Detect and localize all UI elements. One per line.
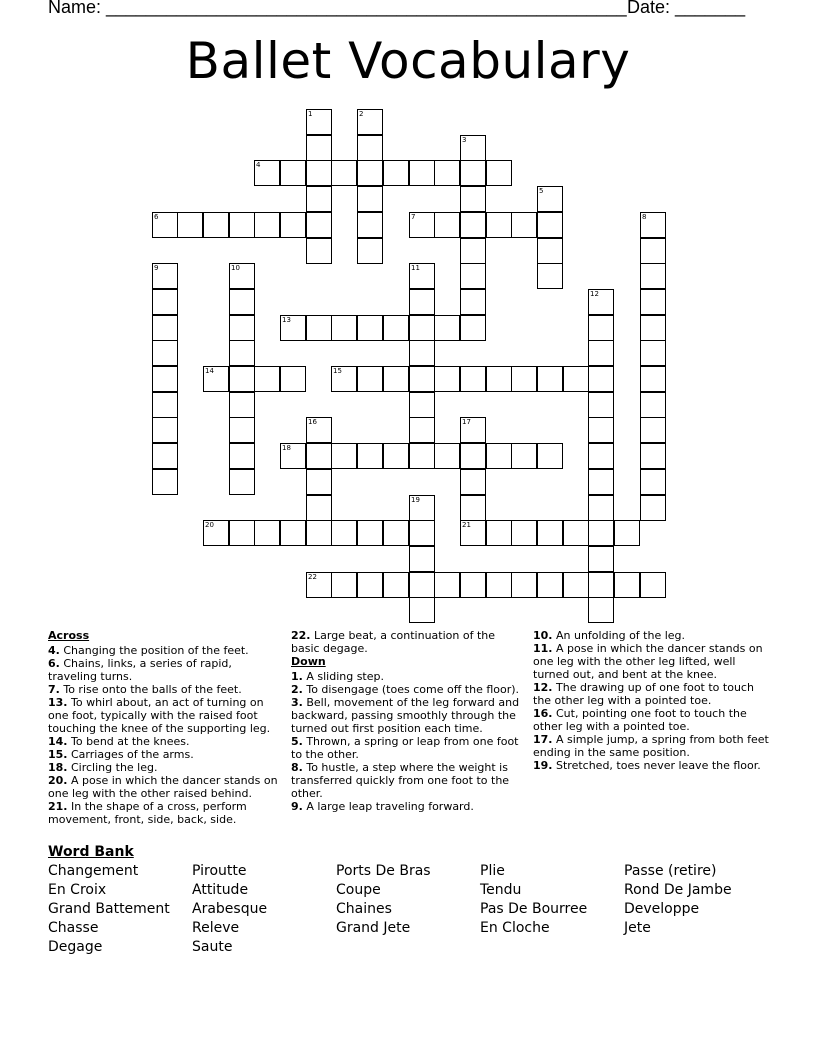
crossword-cell[interactable] (357, 109, 383, 135)
crossword-cell[interactable] (588, 572, 614, 598)
crossword-cell[interactable] (537, 572, 563, 598)
word-bank-item: Passe (retire) (624, 863, 717, 879)
clue-number: 7 (411, 213, 416, 221)
across-heading: Across (48, 629, 90, 642)
crossword-cell[interactable] (280, 315, 306, 341)
clue-item (533, 733, 773, 759)
crossword-cell[interactable] (331, 520, 357, 546)
clue-item-number: 17. (533, 733, 553, 746)
crossword-cell[interactable] (537, 238, 563, 264)
crossword-cell[interactable] (537, 366, 563, 392)
clue-item (291, 629, 523, 655)
crossword-cell[interactable] (486, 520, 512, 546)
crossword-cell[interactable] (203, 366, 229, 392)
clue-number: 2 (359, 110, 364, 118)
clue-item-text: Large beat, a continuation of the basic degage. (291, 629, 495, 655)
clue-item (533, 681, 773, 707)
crossword-cell[interactable] (280, 212, 306, 238)
clue-item (48, 735, 280, 748)
clue-item-number: 7. (48, 683, 60, 696)
crossword-cell[interactable] (409, 340, 435, 366)
crossword-cell[interactable] (306, 109, 332, 135)
crossword-cell[interactable] (460, 417, 486, 443)
crossword-cell[interactable] (460, 469, 486, 495)
clue-item-number: 16. (533, 707, 553, 720)
crossword-cell[interactable] (152, 289, 178, 315)
clue-item-number: 2. (291, 683, 303, 696)
crossword-cell[interactable] (357, 135, 383, 161)
crossword-cell[interactable] (460, 495, 486, 521)
crossword-cell[interactable] (152, 263, 178, 289)
crossword-cell[interactable] (537, 212, 563, 238)
word-bank-item: En Croix (48, 882, 107, 898)
crossword-cell[interactable] (640, 495, 666, 521)
clue-item-text: Stretched, toes never leave the floor. (552, 759, 761, 772)
clue-item (533, 707, 773, 733)
crossword-cell[interactable] (537, 443, 563, 469)
crossword-cell[interactable] (229, 212, 255, 238)
clue-item-text: Thrown, a spring or leap from one foot to the other. (291, 735, 519, 761)
crossword-cell[interactable] (229, 289, 255, 315)
crossword-cell[interactable] (640, 417, 666, 443)
crossword-cell[interactable] (357, 443, 383, 469)
clue-number: 18 (282, 444, 291, 452)
clue-item (533, 629, 773, 642)
word-bank-item: Degage (48, 939, 103, 955)
crossword-cell[interactable] (306, 135, 332, 161)
clue-item (291, 761, 523, 800)
crossword-cell[interactable] (460, 315, 486, 341)
crossword-cell[interactable] (486, 212, 512, 238)
crossword-cell[interactable] (306, 238, 332, 264)
crossword-cell[interactable] (640, 392, 666, 418)
word-bank-column (336, 862, 431, 938)
across-clue-list (48, 644, 280, 826)
crossword-cell[interactable] (409, 160, 435, 186)
word-bank-item: Rond De Jambe (624, 882, 732, 898)
clue-number: 4 (256, 161, 261, 169)
crossword-cell[interactable] (357, 160, 383, 186)
crossword-cell[interactable] (588, 289, 614, 315)
crossword-cell[interactable] (409, 366, 435, 392)
crossword-cell[interactable] (357, 572, 383, 598)
crossword-cell[interactable] (511, 366, 537, 392)
crossword-cell[interactable] (229, 263, 255, 289)
clue-item-text: Cut, pointing one foot to touch the other leg with a pointed toe. (533, 707, 747, 733)
name-line[interactable]: Name: ____________________________________________________ (48, 0, 627, 17)
crossword-cell[interactable] (588, 469, 614, 495)
clue-item (533, 759, 773, 772)
word-bank-item: Developpe (624, 901, 700, 917)
clue-item-text: An unfolding of the leg. (552, 629, 686, 642)
crossword-cell[interactable] (588, 495, 614, 521)
clue-item (291, 735, 523, 761)
down-clue-list (291, 670, 523, 813)
clue-number: 11 (411, 264, 420, 272)
clue-item-text: To hustle, a step where the weight is transferred quickly from one foot to the other. (291, 761, 510, 800)
crossword-cell[interactable] (588, 520, 614, 546)
clue-item-number: 19. (533, 759, 553, 772)
crossword-cell[interactable] (383, 572, 409, 598)
word-bank-item: Chasse (48, 920, 99, 936)
clue-number: 9 (154, 264, 159, 272)
crossword-cell[interactable] (409, 212, 435, 238)
crossword-cell[interactable] (537, 520, 563, 546)
clue-item-number: 9. (291, 800, 303, 813)
clue-number: 8 (642, 213, 647, 221)
word-bank-item: Chaines (336, 901, 392, 917)
crossword-cell[interactable] (460, 572, 486, 598)
clue-item-text: A large leap traveling forward. (302, 800, 474, 813)
crossword-cell[interactable] (306, 572, 332, 598)
clue-number: 5 (539, 187, 544, 195)
clue-number: 6 (154, 213, 159, 221)
crossword-cell[interactable] (640, 212, 666, 238)
crossword-cell[interactable] (511, 520, 537, 546)
crossword-cell[interactable] (563, 366, 589, 392)
clue-item-text: A pose in which the dancer stands on one leg with the other leg lifted, well turned out, and bent at the knee. (533, 642, 763, 681)
clue-number: 19 (411, 496, 420, 504)
word-bank-column (624, 862, 732, 938)
crossword-cell[interactable] (357, 315, 383, 341)
crossword-cell[interactable] (640, 263, 666, 289)
crossword-cell[interactable] (152, 443, 178, 469)
clue-item-number: 20. (48, 774, 68, 787)
crossword-cell[interactable] (229, 443, 255, 469)
clue-item (533, 642, 773, 681)
crossword-cell[interactable] (331, 366, 357, 392)
crossword-cell[interactable] (434, 315, 460, 341)
clue-item-text: To bend at the knees. (67, 735, 190, 748)
crossword-cell[interactable] (357, 238, 383, 264)
crossword-cell[interactable] (280, 366, 306, 392)
clue-item-number: 10. (533, 629, 553, 642)
clue-item-text: A pose in which the dancer stands on one leg with the other raised behind. (48, 774, 278, 800)
date-line[interactable]: Date: _______ (627, 0, 746, 17)
clue-item-text: To rise onto the balls of the feet. (59, 683, 242, 696)
clues-column-3 (533, 629, 773, 772)
crossword-cell[interactable] (254, 212, 280, 238)
crossword-cell[interactable] (357, 366, 383, 392)
crossword-cell[interactable] (563, 520, 589, 546)
crossword-cell[interactable] (229, 417, 255, 443)
page-title: Ballet Vocabulary (185, 32, 631, 90)
crossword-cell[interactable] (383, 315, 409, 341)
crossword-cell[interactable] (357, 212, 383, 238)
clue-item (48, 761, 280, 774)
crossword-cell[interactable] (409, 572, 435, 598)
crossword-cell[interactable] (460, 186, 486, 212)
crossword-cell[interactable] (306, 417, 332, 443)
crossword-cell[interactable] (177, 212, 203, 238)
crossword-cell[interactable] (486, 572, 512, 598)
crossword-cell[interactable] (254, 520, 280, 546)
crossword-cell[interactable] (640, 469, 666, 495)
clue-number: 1 (308, 110, 313, 118)
clue-number: 15 (333, 367, 342, 375)
clue-item-text: Carriages of the arms. (67, 748, 194, 761)
clue-item-number: 13. (48, 696, 68, 709)
crossword-cell[interactable] (306, 495, 332, 521)
crossword-cell[interactable] (152, 366, 178, 392)
crossword-cell[interactable] (640, 289, 666, 315)
word-bank-item: Grand Jete (336, 920, 411, 936)
crossword-cell[interactable] (331, 443, 357, 469)
crossword-cell[interactable] (460, 212, 486, 238)
crossword-cell[interactable] (588, 392, 614, 418)
crossword-cell[interactable] (434, 443, 460, 469)
crossword-cell[interactable] (229, 366, 255, 392)
crossword-cell[interactable] (511, 443, 537, 469)
clue-number: 21 (462, 521, 471, 529)
crossword-cell[interactable] (409, 392, 435, 418)
word-bank-item: Changement (48, 863, 139, 879)
clue-item-text: Changing the position of the feet. (59, 644, 249, 657)
crossword-cell[interactable] (383, 160, 409, 186)
crossword-cell[interactable] (409, 546, 435, 572)
crossword-cell[interactable] (511, 212, 537, 238)
crossword-cell[interactable] (486, 366, 512, 392)
word-bank-item: Tendu (480, 882, 522, 898)
crossword-cell[interactable] (563, 572, 589, 598)
clue-item (48, 774, 280, 800)
crossword-cell[interactable] (331, 572, 357, 598)
clue-number: 10 (231, 264, 240, 272)
crossword-cell[interactable] (306, 212, 332, 238)
clue-item-number: 15. (48, 748, 68, 761)
clue-item-number: 22. (291, 629, 311, 642)
clue-number: 16 (308, 418, 317, 426)
clue-item (48, 800, 280, 826)
crossword-cell[interactable] (409, 315, 435, 341)
clues-column-2 (291, 629, 523, 813)
word-bank-column (480, 862, 587, 938)
crossword-cell[interactable] (640, 366, 666, 392)
clues-column-1 (48, 629, 280, 826)
word-bank-item: Piroutte (192, 863, 247, 879)
word-bank-item: Coupe (336, 882, 381, 898)
clue-item-number: 8. (291, 761, 303, 774)
crossword-cell[interactable] (409, 263, 435, 289)
clue-item (291, 800, 523, 813)
crossword-cell[interactable] (152, 340, 178, 366)
crossword-cell[interactable] (306, 443, 332, 469)
clue-item-text: Circling the leg. (67, 761, 158, 774)
word-bank-item: Jete (624, 920, 651, 936)
clue-item (48, 748, 280, 761)
clue-item-text: Bell, movement of the leg forward and backward, passing smoothly through the turned out first position each time. (291, 696, 520, 735)
crossword-cell[interactable] (588, 340, 614, 366)
crossword-cell[interactable] (486, 160, 512, 186)
word-bank-item: Arabesque (192, 901, 268, 917)
crossword-cell[interactable] (254, 160, 280, 186)
crossword-cell[interactable] (640, 572, 666, 598)
clue-item-number: 5. (291, 735, 303, 748)
crossword-cell[interactable] (306, 469, 332, 495)
crossword-cell[interactable] (357, 186, 383, 212)
clue-item (291, 670, 523, 683)
word-bank-column (48, 862, 170, 957)
crossword-cell[interactable] (588, 315, 614, 341)
clue-item-text: Chains, links, a series of rapid, traveling turns. (48, 657, 232, 683)
crossword-cell[interactable] (306, 315, 332, 341)
crossword-cell[interactable] (460, 160, 486, 186)
word-bank-column (192, 862, 267, 957)
clue-item-number: 1. (291, 670, 303, 683)
crossword-cell[interactable] (254, 366, 280, 392)
crossword-cell[interactable] (409, 417, 435, 443)
clue-item-text: To whirl about, an act of turning on one foot, typically with the raised foot touching the knee of the supporting leg. (48, 696, 271, 735)
clue-item-number: 21. (48, 800, 68, 813)
crossword-cell[interactable] (203, 520, 229, 546)
clue-item (291, 683, 523, 696)
crossword-cell[interactable] (152, 469, 178, 495)
crossword-cell[interactable] (460, 443, 486, 469)
word-bank-item: Releve (192, 920, 240, 936)
clue-item-number: 18. (48, 761, 68, 774)
clue-item-text: A sliding step. (302, 670, 384, 683)
word-bank-item: Ports De Bras (336, 863, 431, 879)
clue-number: 12 (590, 290, 599, 298)
crossword-cell[interactable] (588, 417, 614, 443)
crossword-cell[interactable] (434, 160, 460, 186)
crossword-cell[interactable] (152, 212, 178, 238)
crossword-cell[interactable] (486, 443, 512, 469)
clue-number: 22 (308, 573, 317, 581)
down-heading: Down (291, 655, 326, 668)
clue-item (48, 683, 280, 696)
clue-item-number: 6. (48, 657, 60, 670)
clue-item (48, 696, 280, 735)
across-clue-list-continued (291, 629, 523, 655)
crossword-cell[interactable] (588, 546, 614, 572)
crossword-cell[interactable] (434, 366, 460, 392)
clue-item (48, 644, 280, 657)
clue-item-number: 4. (48, 644, 60, 657)
crossword-cell[interactable] (409, 289, 435, 315)
crossword-cell[interactable] (640, 443, 666, 469)
crossword-cell[interactable] (229, 469, 255, 495)
word-bank-item: Attitude (192, 882, 249, 898)
crossword-cell[interactable] (331, 315, 357, 341)
crossword-cell[interactable] (614, 520, 640, 546)
clue-number: 3 (462, 136, 467, 144)
clue-item-number: 11. (533, 642, 553, 655)
crossword-cell[interactable] (640, 315, 666, 341)
crossword-cell[interactable] (460, 135, 486, 161)
word-bank-title: Word Bank (48, 844, 134, 860)
crossword-cell[interactable] (280, 520, 306, 546)
crossword-cell[interactable] (152, 315, 178, 341)
crossword-cell[interactable] (306, 160, 332, 186)
crossword-cell[interactable] (383, 366, 409, 392)
word-bank-item: Saute (192, 939, 233, 955)
crossword-cell[interactable] (409, 443, 435, 469)
crossword-cell[interactable] (306, 520, 332, 546)
crossword-cell[interactable] (383, 443, 409, 469)
crossword-cell[interactable] (280, 443, 306, 469)
clue-item-number: 14. (48, 735, 68, 748)
crossword-cell[interactable] (588, 597, 614, 623)
crossword-cell[interactable] (331, 160, 357, 186)
crossword-cell[interactable] (152, 392, 178, 418)
clue-item-text: The drawing up of one foot to touch the other leg with a pointed toe. (533, 681, 754, 707)
crossword-cell[interactable] (203, 212, 229, 238)
clue-number: 14 (205, 367, 214, 375)
crossword-cell[interactable] (640, 238, 666, 264)
crossword-cell[interactable] (511, 572, 537, 598)
clue-number: 17 (462, 418, 471, 426)
crossword-cell[interactable] (537, 186, 563, 212)
crossword-cell[interactable] (229, 392, 255, 418)
crossword-cell[interactable] (460, 520, 486, 546)
crossword-cell[interactable] (460, 366, 486, 392)
word-bank-item: Grand Battement (48, 901, 170, 917)
clue-item-number: 3. (291, 696, 303, 709)
word-bank-item: Pas De Bourree (480, 901, 588, 917)
clue-item (291, 696, 523, 735)
crossword-cell[interactable] (280, 160, 306, 186)
clue-item-text: A simple jump, a spring from both feet ending in the same position. (533, 733, 769, 759)
clue-item (48, 657, 280, 683)
crossword-cell[interactable] (229, 520, 255, 546)
down-clue-list-continued (533, 629, 773, 772)
crossword-cell[interactable] (229, 315, 255, 341)
clue-number: 20 (205, 521, 214, 529)
crossword-cell[interactable] (640, 340, 666, 366)
crossword-cell[interactable] (460, 238, 486, 264)
crossword-cell[interactable] (152, 417, 178, 443)
crossword-cell[interactable] (614, 572, 640, 598)
crossword-cell[interactable] (409, 597, 435, 623)
clue-number: 13 (282, 316, 291, 324)
crossword-cell[interactable] (588, 443, 614, 469)
crossword-cell[interactable] (434, 572, 460, 598)
crossword-cell[interactable] (537, 263, 563, 289)
crossword-cell[interactable] (306, 186, 332, 212)
crossword-cell[interactable] (383, 520, 409, 546)
word-bank-item: Plie (480, 863, 505, 879)
crossword-cell[interactable] (588, 366, 614, 392)
crossword-cell[interactable] (460, 289, 486, 315)
crossword-cell[interactable] (434, 212, 460, 238)
clue-item-text: In the shape of a cross, perform movement, front, side, back, side. (48, 800, 247, 826)
crossword-cell[interactable] (409, 495, 435, 521)
crossword-cell[interactable] (357, 520, 383, 546)
crossword-cell[interactable] (460, 263, 486, 289)
crossword-cell[interactable] (229, 340, 255, 366)
clue-item-number: 12. (533, 681, 553, 694)
clue-item-text: To disengage (toes come off the floor). (302, 683, 520, 696)
crossword-cell[interactable] (409, 520, 435, 546)
word-bank-item: En Cloche (480, 920, 550, 936)
